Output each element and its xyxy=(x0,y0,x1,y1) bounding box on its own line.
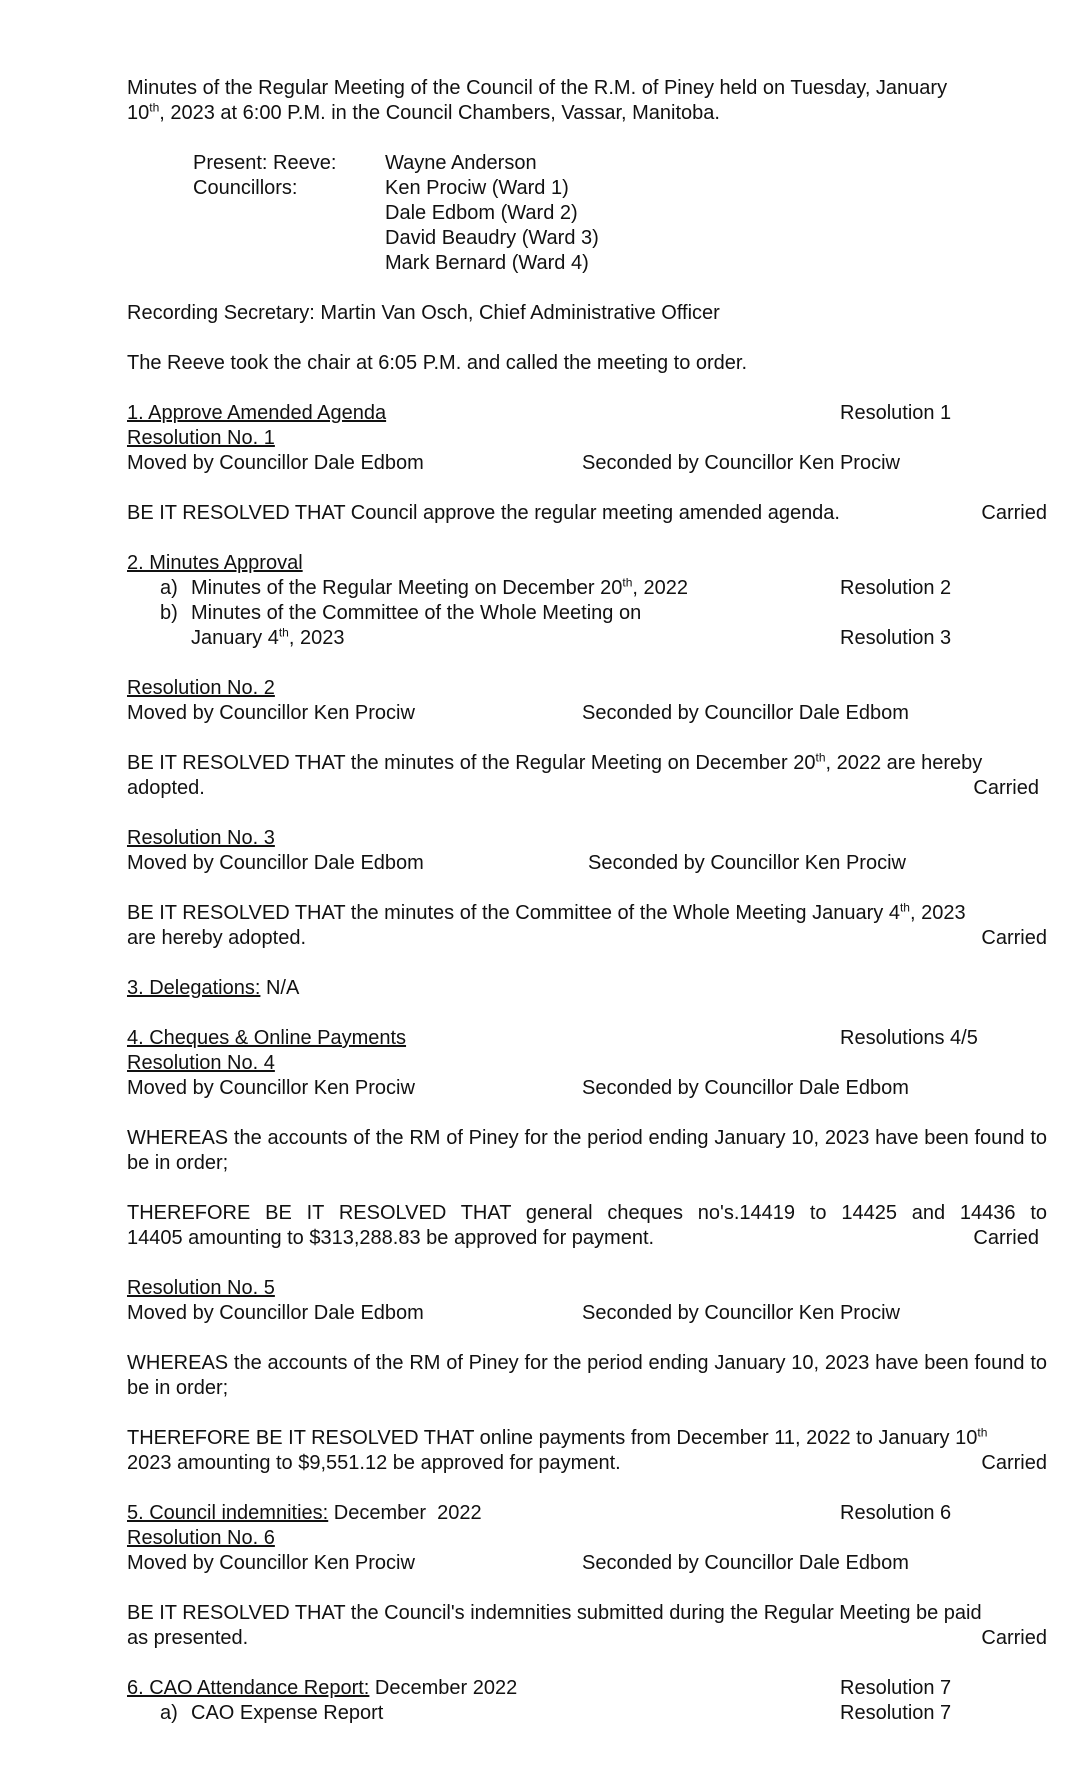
moved-by: Moved by Councillor Ken Prociw xyxy=(127,1552,415,1574)
resolution-number: Resolution No. 4 xyxy=(127,1052,275,1074)
resolution-number: Resolution No. 3 xyxy=(127,827,275,849)
meeting-header: Minutes of the Regular Meeting of the Council of the R.M. of Piney held on Tuesday, January 10th, 2023 at 6:00 P.M. in the Council Chambers, Vassar, Manitoba. xyxy=(127,77,948,124)
section-heading: 4. Cheques & Online Payments xyxy=(127,1027,407,1049)
attendee-name: Wayne Anderson xyxy=(385,152,537,174)
seconded-by: Seconded by Councillor Ken Prociw xyxy=(582,452,900,474)
resolution-number: Resolution No. 2 xyxy=(127,677,275,699)
whereas-clause: WHEREAS the accounts of the RM of Piney for the period ending January 10, 2023 have been found to be in order; xyxy=(127,1127,1047,1174)
moved-by: Moved by Councillor Ken Prociw xyxy=(127,1077,415,1099)
moved-by: Moved by Councillor Dale Edbom xyxy=(127,1302,424,1324)
agenda-item: a) Minutes of the Regular Meeting on December 20th, 2022 Resolution 2 xyxy=(160,575,952,599)
resolution-ref: Resolution 2 xyxy=(840,577,952,599)
present-label: Present: Reeve: xyxy=(193,152,337,174)
motion-line xyxy=(127,1551,1047,1576)
attendee-name: Ken Prociw (Ward 1) xyxy=(385,177,569,199)
whereas-clause: WHEREAS the accounts of the RM of Piney for the period ending January 10, 2023 have been found to be in order; xyxy=(127,1352,1047,1399)
carried-label: Carried xyxy=(981,1452,1047,1474)
attendee-name: Mark Bernard (Ward 4) xyxy=(385,252,589,274)
resolution-text: BE IT RESOLVED THAT the minutes of the Committee of the Whole Meeting January 4th, 2023 xyxy=(127,900,966,924)
motion-line xyxy=(127,451,1047,476)
moved-by: Moved by Councillor Dale Edbom xyxy=(127,452,424,474)
chair-statement: The Reeve took the chair at 6:05 P.M. and called the meeting to order. xyxy=(127,352,748,374)
resolution-text: BE IT RESOLVED THAT Council approve the regular meeting amended agenda. Carried xyxy=(127,502,1047,524)
moved-by: Moved by Councillor Dale Edbom xyxy=(127,852,424,874)
carried-label: Carried xyxy=(981,927,1047,949)
section-heading: 1. Approve Amended Agenda xyxy=(127,402,387,424)
agenda-item: a) CAO Expense Report Resolution 7 xyxy=(160,1702,952,1724)
carried-label: Carried xyxy=(981,1627,1047,1649)
section-1-header xyxy=(127,401,1047,426)
section-3: 3. Delegations: N/A xyxy=(127,977,300,999)
attendee-name: Dale Edbom (Ward 2) xyxy=(385,202,578,224)
header-line-1: Minutes of the Regular Meeting of the Council of the R.M. of Piney held on Tuesday, January xyxy=(127,77,948,99)
resolution-text: BE IT RESOLVED THAT the Council's indemnities submitted during the Regular Meeting be paid xyxy=(127,1602,982,1624)
section-heading: 3. Delegations: xyxy=(127,977,261,999)
resolution-ref: Resolution 7 xyxy=(840,1677,952,1699)
motion-line xyxy=(127,1076,1047,1101)
moved-by: Moved by Councillor Ken Prociw xyxy=(127,702,415,724)
seconded-by: Seconded by Councillor Ken Prociw xyxy=(582,1302,900,1324)
section-5-header: 5. Council indemnities: December 2022 Resolution 6 xyxy=(127,1502,952,1524)
seconded-by: Seconded by Councillor Dale Edbom xyxy=(582,702,909,724)
resolution-ref: Resolution 1 xyxy=(840,402,952,424)
seconded-by: Seconded by Councillor Dale Edbom xyxy=(582,1077,909,1099)
carried-label: Carried xyxy=(973,777,1039,799)
therefore-clause: THEREFORE BE IT RESOLVED THAT general cheques no's.14419 to 14425 and 14436 to xyxy=(127,1202,1047,1224)
section-heading: 6. CAO Attendance Report: xyxy=(127,1677,370,1699)
agenda-item: b) Minutes of the Committee of the Whole Meeting on xyxy=(160,602,642,624)
resolution-text: BE IT RESOLVED THAT the minutes of the Regular Meeting on December 20th, 2022 are hereby xyxy=(127,750,983,774)
carried-label: Carried xyxy=(973,1227,1039,1249)
carried-label: Carried xyxy=(981,502,1047,524)
section-6-header: 6. CAO Attendance Report: December 2022 Resolution 7 xyxy=(127,1677,952,1699)
minutes-document: Minutes of the Regular Meeting of the Council of the R.M. of Piney held on Tuesday, January 10th, 2023 at 6:00 P.M. in the Council Chambers, Vassar, Manitoba. Present: Reeve: Councillors: Wayne Anderson Ken Prociw (Ward 1) Dale Edbom (Ward 2) David Beaudry (Ward 3) Mark Bernard (Ward 4) Recording Secretary: Martin Van Osch, Chief Administrative Officer The Reeve took the chair at 6:05 P.M. and called the meeting to order. 1. Approve Amended Agenda Resolution 1 Resolution No. 1 Moved by Councillor Dale Edbom Seconded by Councillor Ken Prociw BE IT RESOLVED THAT Council approve the regular meeting amended agenda. Carried 2. Minutes Approval a) Minutes of the Regular Meeting on December 20th, 2022 Resolution 2 b) Minutes of the Committee of the Whole Meeting on January 4th, 2023 Resolution 3 Resolution No. 2 Moved by Councillor Ken Prociw Seconded by Councillor Dale Edbom BE IT RESOLVED THAT the minutes of the Regular Meeting on December 20th, 2022 are hereby adopted. Carried Resolution No. 3 Moved by Councillor Dale Edbom Seconded by Councillor Ken Prociw BE IT RESOLVED THAT the minutes of the Committee of the Whole Meeting January 4th, 2023 are hereby adopted. Carried 3. Delegations: N/A 4. Cheques & Online Payments Resolutions 4/5 Resolution No. 4 Moved by Councillor Ken Prociw Seconded by Councillor Dale Edbom WHEREAS the accounts of the RM of Piney for the period ending January 10, 2023 have been found to be in order; THEREFORE BE IT RESOLVED THAT general cheques no's.14419 to 14425 and 14436 to 14405 amounting to $313,288.83 be approved for payment. Carried Resolution No. 5 Moved by Councillor Dale Edbom Seconded by Councillor Ken Prociw WHEREAS the accounts of the RM of Piney for the period ending January 10, 2023 have been found to be in order; THEREFORE BE IT RESOLVED THAT online payments from December 11, 2022 to January 10th 2023 amounting to $9,551.12 be approved for payment. Carried 5. Council indemnities: December 2022 Resolution 6 Resolution No. 6 Moved by Councillor Ken Prociw Seconded by Councillor Dale Edbom BE IT RESOLVED THAT the Council's indemnities submitted during the Regular Meeting be paid as presented. Carried 6. CAO Attendance Report: December 2022 Resolution 7 a) CAO Expense Report Resolution 7 xyxy=(127,77,1047,1724)
motion-line xyxy=(127,851,1047,876)
resolution-ref: Resolution 3 xyxy=(840,627,952,649)
resolution-ref: Resolution 7 xyxy=(840,1702,952,1724)
councillors-label: Councillors: xyxy=(193,177,298,199)
resolution-number: Resolution No. 1 xyxy=(127,427,275,449)
attendance-block xyxy=(193,151,1047,276)
seconded-by: Seconded by Councillor Dale Edbom xyxy=(582,1552,909,1574)
motion-line xyxy=(127,701,1047,726)
section-heading: 2. Minutes Approval xyxy=(127,552,303,574)
resolution-ref: Resolution 6 xyxy=(840,1502,952,1524)
resolution-ref: Resolutions 4/5 xyxy=(840,1027,978,1049)
resolution-number: Resolution No. 6 xyxy=(127,1527,275,1549)
section-4-header xyxy=(127,1026,1047,1051)
recording-secretary: Recording Secretary: Martin Van Osch, Chief Administrative Officer xyxy=(127,302,720,324)
seconded-by: Seconded by Councillor Ken Prociw xyxy=(588,852,906,874)
therefore-clause: THEREFORE BE IT RESOLVED THAT online payments from December 11, 2022 to January 10th xyxy=(127,1425,988,1449)
resolution-number: Resolution No. 5 xyxy=(127,1277,275,1299)
section-heading: 5. Council indemnities: xyxy=(127,1502,329,1524)
attendee-name: David Beaudry (Ward 3) xyxy=(385,227,599,249)
motion-line xyxy=(127,1301,1047,1326)
